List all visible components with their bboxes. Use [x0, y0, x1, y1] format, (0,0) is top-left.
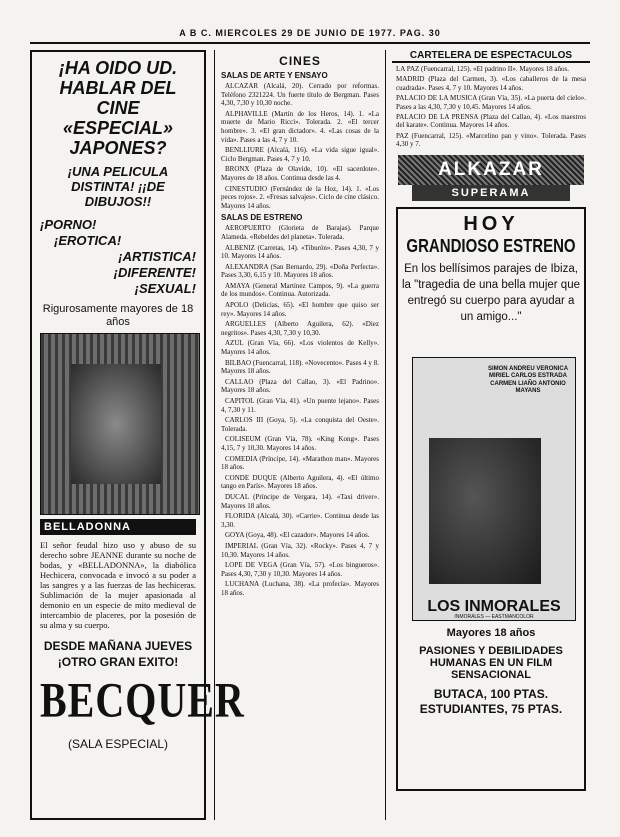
listing: COLISEUM (Gran Vía, 78). «King Kong». Pases 4,15, 7 y 10,30. Mayores 14 años. — [221, 435, 379, 452]
section-arte-ensayo — [221, 71, 379, 210]
poster-figure — [429, 438, 541, 584]
listing: AEROPUERTO (Glorieta de Barajas). Parque Alameda. «Rebeldes del planeta». Tolerada. — [221, 224, 379, 241]
listing: ALCAZAR (Alcalá, 20). Cerrado por reformas. Teléfono 2321224. Un fuerte título de Bergman. Pases 4,30, 7,30 y 10,30 noche. — [221, 82, 379, 108]
listing: CONDE DUQUE (Alberto Aguilera, 4). «El último tango en París». Mayores 18 años. — [221, 473, 379, 491]
listing: FLORIDA (Alcalá, 30). «Carrie». Continua desde las 3,30. — [221, 512, 379, 529]
right-column — [392, 50, 590, 820]
listing: APOLO (Delicias, 65). «El hombre que quiso ser rey». Mayores 14 años. — [221, 301, 379, 318]
listing: ALBENIZ (Carretas, 14). «Tiburón». Pases 4,30, 7 y 10. Mayores 14 años. — [221, 243, 379, 261]
inmorales-ad — [396, 207, 586, 791]
cines-column — [214, 50, 386, 820]
listing: CINESTUDIO (Fernández de la Hoz, 14). 1. «Los peces rojos». 2. «Fresas salvajes». Ciclo de cine clásico. Mayores 14 años. — [221, 184, 379, 210]
cartelera-item: PALACIO DE LA MUSICA (Gran Vía, 35). «La puerta del cielo». Pases a las 4,30, 7,30 y 10,45. Mayores 14 años. — [396, 94, 586, 111]
listing: GOYA (Goya, 48). «El cazador». Mayores 14 años. — [225, 531, 370, 540]
listing: AMAYA (General Martínez Campos, 9). «La guerra de los mundos». Continua. Autorizada. — [221, 281, 379, 299]
header-rule — [30, 42, 590, 44]
listing: CAPITOL (Gran Vía, 41). «Un puente lejano». Pases 4, 7,30 y 11. — [221, 397, 379, 414]
ad-mayores: Mayores 18 años — [446, 626, 536, 639]
section-heading: SALAS DE ARTE Y ENSAYO — [221, 71, 328, 80]
ad-exclaim-artistica: ¡ARTISTICA! — [118, 249, 196, 264]
listing: CARLOS III (Goya, 5). «La conquista del Oeste». Tolerada. — [221, 416, 379, 433]
ad-headline: ¡HA OIDO UD. HABLAR DEL CINE «ESPECIAL» JAPONES? — [58, 58, 178, 158]
belladonna-ad — [30, 50, 245, 820]
ad-exclaim-diferente: ¡DIFERENTE! — [113, 265, 196, 280]
listing: BILBAO (Fuencarral, 118). «Novecento». Pases 4 y 8. Mayores 18 años. — [221, 358, 379, 376]
ad-photo — [40, 333, 200, 515]
poster-cast: SIMON ANDREU VERONICA MIRIEL CARLOS ESTRADA CARMEN LIAÑO ANTONIO MAYANS — [487, 365, 569, 395]
section-heading: SALAS DE ESTRENO — [221, 213, 303, 223]
cartelera-item: PAZ (Fuencarral, 125). «Marcelino pan y vino». Tolerada. Pases 4,30 y 7. — [396, 131, 586, 149]
listing: IMPERIAL (Gran Vía, 32). «Rocky». Pases 4, 7 y 10,30. Mayores 14 años. — [221, 541, 379, 559]
alkazar-logo: ALKAZAR — [398, 155, 584, 185]
poster-credits: INMORALES — EASTMANCOLOR — [454, 613, 534, 620]
listing: LOPE DE VEGA (Gran Vía, 57). «Los bingueros». Pases 4,30, 7,30 y 10,30. Mayores 14 años. — [221, 561, 379, 578]
superama-logo: SUPERAMA — [412, 185, 570, 201]
ad-question: ¡UNA PELICULA DISTINTA! ¡¡DE DIBUJOS!! — [67, 164, 169, 209]
listing: DUCAL (Príncipe de Vergara, 14). «Taxi driver». Mayores 18 años. — [221, 492, 379, 510]
listing: ALPHAVILLE (Martín de los Heros, 14). 1. «La muerte de Mario Ricci». Tolerada. 2. «El tercer hombre». 3. «El gran dictador». 4. «Las cosas de la vida». Pases a las 4, 7 y 10. — [221, 109, 379, 144]
ad-butaca: BUTACA, 100 PTAS. ESTUDIANTES, 75 PTAS. — [419, 686, 563, 716]
ad-film-title: BELLADONNA — [40, 519, 196, 535]
ad-tagline: En los bellísimos parajes de Ibiza, la "tragedia de una bella mujer que entregó su cuerpo para ayudar a un amigo..." — [402, 262, 580, 323]
listing: BRONX (Plaza de Olavide, 10). «El sacerdote». Mayores de 18 años. Continua desde las 4. — [221, 165, 379, 182]
listing: BENLLIURE (Alcalá, 116). «La vida sigue igual». Ciclo Bergman. Pases 4, 7 y 10. — [221, 146, 379, 163]
ad-sala: (SALA ESPECIAL) — [67, 737, 169, 751]
page-header: A B C. MIERCOLES 29 DE JUNIO DE 1977. PAG. 30 — [179, 28, 441, 38]
cartelera-title: CARTELERA DE ESPECTACULOS — [392, 50, 590, 63]
listing: ALEXANDRA (San Bernardo, 29). «Doña Perfecta». Pases 3,30, 6,15 y 10. Mayores 18 años. — [221, 262, 379, 280]
ad-exclaim-porno: ¡PORNO! — [40, 217, 97, 232]
movie-poster — [412, 357, 576, 621]
listing: ARGUELLES (Alberto Aguilera, 62). «Diez negritos». Pases 4,30, 7,30 y 10,30. — [221, 320, 379, 337]
ad-body-text: El señor feudal hizo uso y abuso de su derecho sobre JEANNE durante su noche de bodas, y «BELLADONNA», la diabólica Hechicera, convocada e invocó a su poder a las sangres y a las fuerzas de las hechiceras. Sublimación de la mujer apasionada al demonio en un especie de mito medieval de intercambio de placeres, por la posesión de su alma y su cuerpo. — [40, 540, 196, 630]
ad-desde: DESDE MAÑANA JUEVES ¡OTRO GRAN EXITO! — [43, 639, 193, 669]
listing: LUCHANA (Luchana, 38). «La profecía». Mayores 18 años. — [221, 580, 379, 597]
ad-pasiones: PASIONES Y DEBILIDADES HUMANAS EN UN FILM SENSACIONAL — [419, 644, 563, 681]
ad-cinema-name: BECQUER — [40, 671, 245, 728]
poster-title: LOS INMORALES — [427, 597, 561, 615]
cartelera-item: MADRID (Plaza del Carmen, 3). «Los caballeros de la mesa cuadrada». Pases 4, 7 y 10. Mayores 14 años. — [396, 75, 586, 92]
ad-exclaim-sexual: ¡SEXUAL! — [134, 281, 196, 296]
listing: COMEDIA (Príncipe, 14). «Marathon man». Mayores 18 años. — [221, 454, 379, 472]
ad-estreno: GRANDIOSO ESTRENO — [406, 235, 576, 257]
ad-exclaim-erotica: ¡EROTICA! — [54, 233, 122, 248]
section-estreno — [221, 213, 379, 597]
cines-title: CINES — [279, 54, 321, 68]
cartelera-item: LA PAZ (Fuencarral, 125). «El padrino II». Mayores 18 años. — [396, 65, 569, 73]
ad-hoy: HOY — [463, 212, 519, 235]
cartelera-item: PALACIO DE LA PRENSA (Plaza del Callao, 4). «Los maestros del karate». Continua. Mayores 14 años. — [396, 113, 586, 130]
listing: AZUL (Gran Vía, 66). «Los violentos de Kelly». Mayores 14 años. — [221, 339, 379, 357]
ad-age-rating: Rigurosamente mayores de 18 años — [42, 303, 194, 328]
listing: CALLAO (Plaza del Callao, 3). «El Padrino». Mayores 18 años. — [221, 377, 379, 395]
